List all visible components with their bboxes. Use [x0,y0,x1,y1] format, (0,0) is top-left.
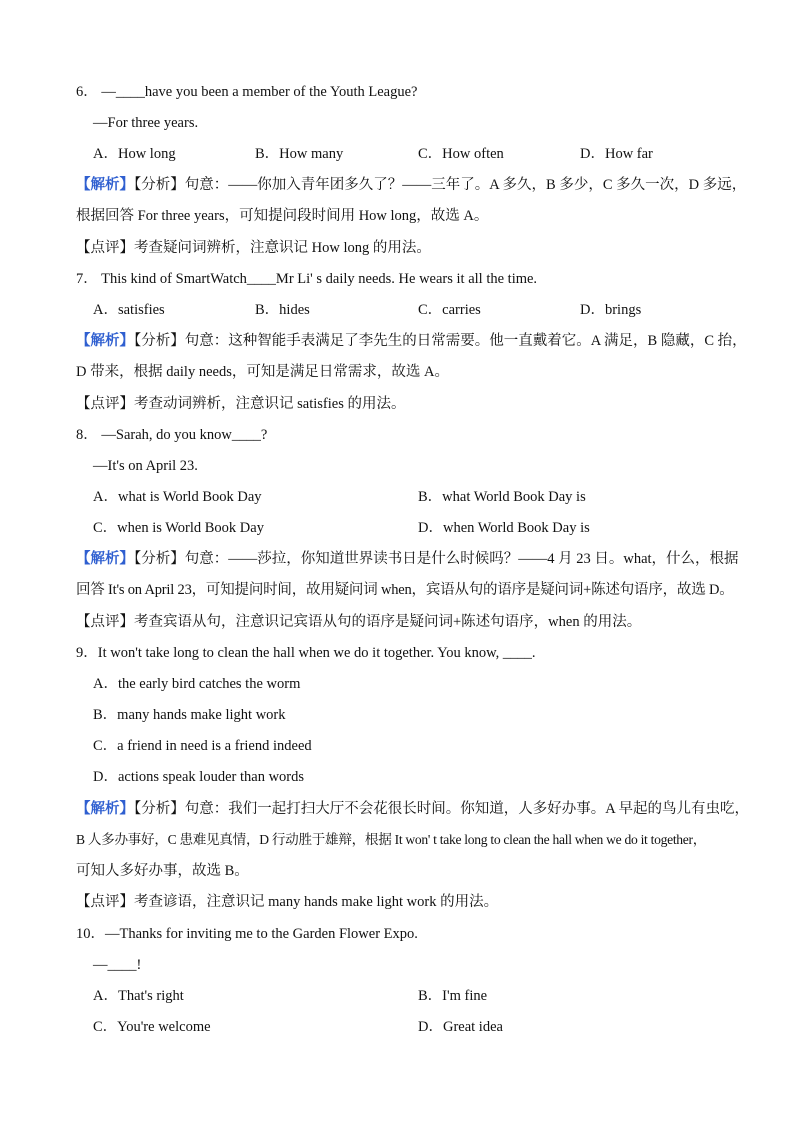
q6-analysis-line-1 [76,175,746,195]
q8-option-a: A．what is World Book Day [93,489,262,505]
q6-option-d: D．How far [580,146,653,162]
q7-option-b: B．hides [255,302,310,318]
q6-option-c: C．How often [418,146,504,162]
q7-analysis-text: 【分析】句意：这种智能手表满足了李先生的日常需要。他一直戴着它。A 满足，B 隐藏，C 抬， [134,333,747,349]
q7-option-a: A．satisfies [93,302,165,318]
q9-option-d: D．actions speak louder than words [93,769,305,785]
q6-option-b: B．How many [255,146,344,162]
q9-option-b: B．many hands make light work [93,707,286,723]
q9-comment: 【点评】考查谚语，注意识记 many hands make light work 的用法。 [76,894,499,910]
q6-comment: 【点评】考查疑问词辨析，注意识记 How long 的用法。 [76,240,431,256]
q6-stem-reply: —For three years. [93,115,199,131]
q10-option-b: B．I'm fine [418,988,488,1004]
q9-option-a: A．the early bird catches the worm [93,676,301,692]
q8-option-c: C．when is World Book Day [93,520,264,536]
q9-analysis-text: 【分析】句意：我们一起打扫大厅不会花很长时间。你知道，人多好办事。A 早起的鸟儿有虫吃， [134,801,750,817]
analysis-tag: 【解析】 [76,801,134,817]
q8-analysis-text: 【分析】句意：——莎拉，你知道世界读书日是什么时候吗？——4 月 23 日。what，什么，根据 [134,551,739,567]
q6-analysis-line-2: 根据回答 For three years，可知提问段时间用 How long，故选 A。 [76,208,489,224]
q6-analysis-text: 【分析】句意：——你加入青年团多久了？——三年了。A 多久，B 多少，C 多久一次，D 多远， [134,177,747,193]
q8-option-d: D．when World Book Day is [418,520,590,536]
q8-comment: 【点评】考查宾语从句，注意识记宾语从句的语序是疑问词+陈述句语序，when 的用法。 [76,614,642,630]
q9-stem: 9．It won't take long to clean the hall when we do it together. You know, ____. [76,645,536,661]
q9-analysis-line-1 [76,799,749,819]
q7-option-d: D．brings [580,302,642,318]
q6-option-a: A．How long [93,146,176,162]
q9-analysis-line-2: B 人多办事好，C 患难见真情，D 行动胜于雄辩，根据 It won' t take long to clean the hall when we do it together， [76,832,707,847]
q6-stem: 6． —____have you been a member of the Youth League? [76,84,418,100]
q10-stem-reply: —____! [93,957,142,973]
q7-comment: 【点评】考查动词辨析，注意识记 satisfies 的用法。 [76,396,406,412]
q7-option-c: C．carries [418,302,481,318]
q8-analysis-line-2: 回答 It's on April 23，可知提问时间，故用疑问词 when，宾语从句的语序是疑问词+陈述句语序，故选 D。 [76,582,734,598]
q7-stem: 7． This kind of SmartWatch____Mr Li' s daily needs. He wears it all the time. [76,271,538,287]
q9-analysis-line-3: 可知人多好办事，故选 B。 [76,863,249,879]
q10-option-d: D．Great idea [418,1019,503,1035]
q10-option-c: C．You're welcome [93,1019,211,1035]
q7-analysis-line-1 [76,331,747,351]
q9-option-c: C．a friend in need is a friend indeed [93,738,312,754]
q10-option-a: A．That's right [93,988,184,1004]
q8-option-b: B．what World Book Day is [418,489,586,505]
q8-analysis-line-1 [76,549,739,569]
q7-analysis-line-2: D 带来，根据 daily needs，可知是满足日常需求，故选 A。 [76,364,449,380]
q8-stem-reply: —It's on April 23. [93,458,198,474]
q8-stem: 8． —Sarah, do you know____? [76,427,268,443]
q10-stem: 10．—Thanks for inviting me to the Garden Flower Expo. [76,926,418,942]
analysis-tag: 【解析】 [76,551,134,567]
analysis-tag: 【解析】 [76,333,134,349]
analysis-tag: 【解析】 [76,177,134,193]
